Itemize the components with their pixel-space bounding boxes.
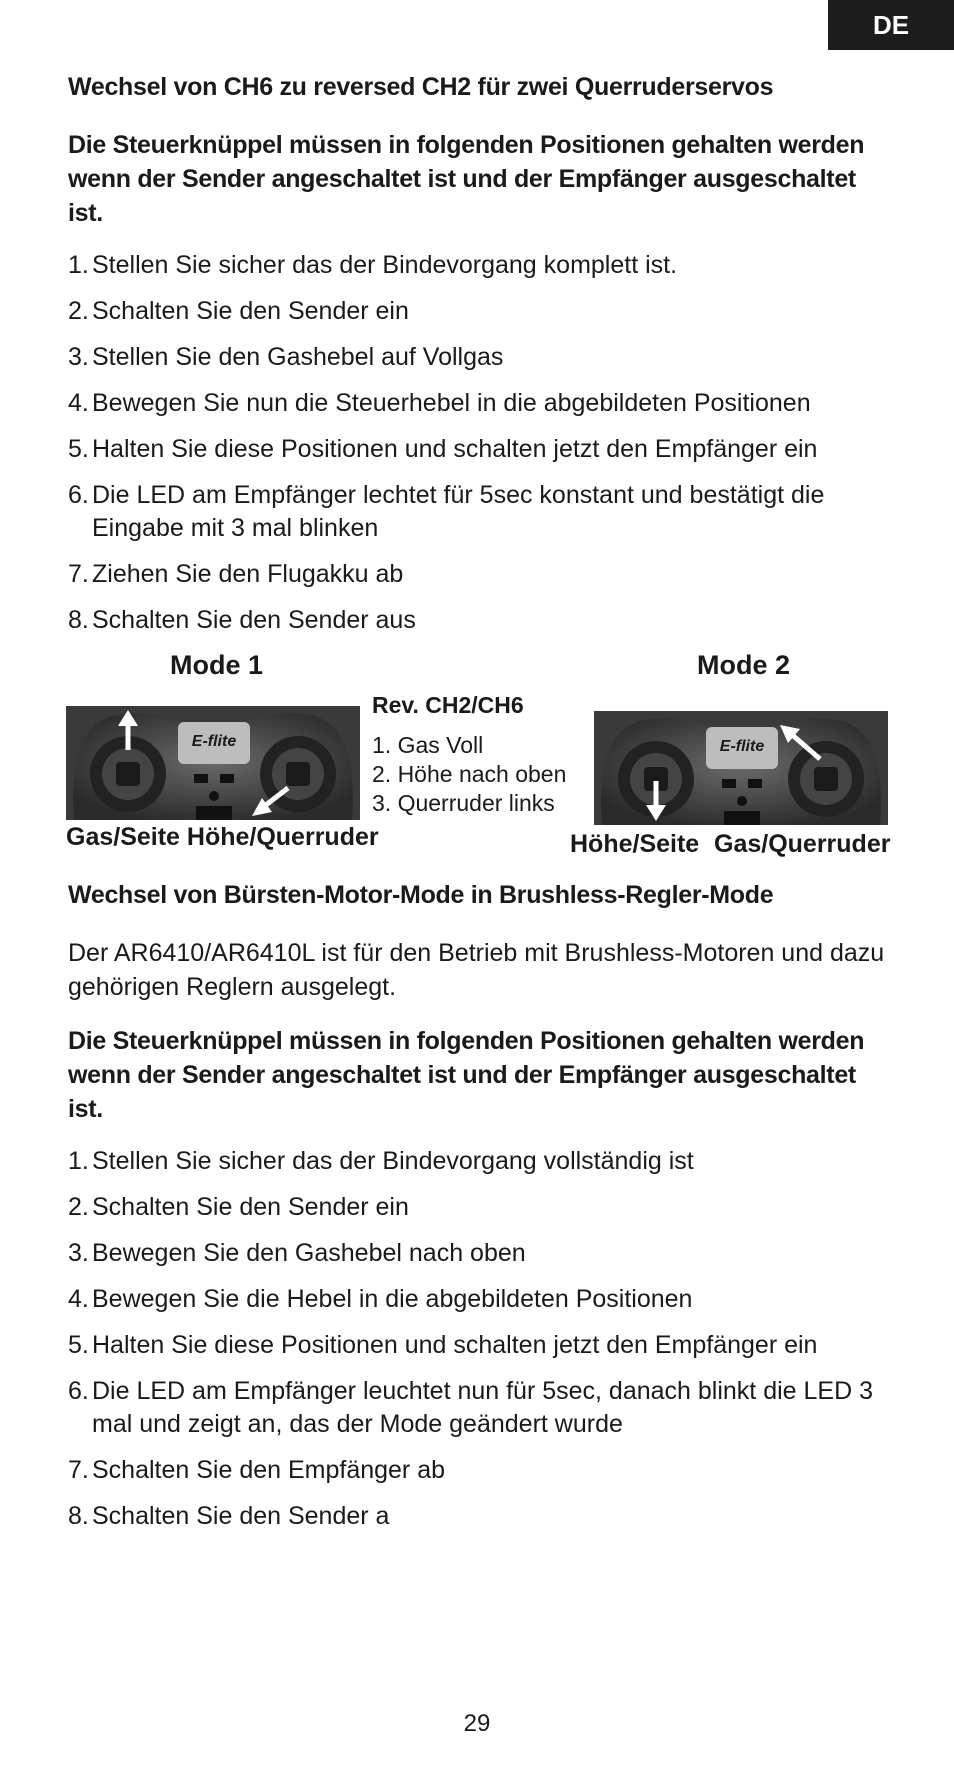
- list-item: 2. Schalten Sie den Sender ein: [68, 1193, 409, 1221]
- list-item: 3. Stellen Sie den Gashebel auf Vollgas: [68, 343, 504, 371]
- section-2-intro: Der AR6410/AR6410L ist für den Betrieb mit Brushless-Motoren und dazu gehörigen Reglern ausgelegt.: [68, 939, 885, 1001]
- language-tab: DE: [828, 0, 954, 50]
- section-2-instruction: Die Steuerknüppel müssen in folgenden Positionen gehalten werden wenn der Sender angeschaltet ist und der Empfänger ausgeschaltet ist.: [68, 1027, 865, 1123]
- mode-1-caption: Gas/Seite Höhe/Querruder: [66, 823, 379, 851]
- brand-logo: E-flite: [191, 733, 237, 750]
- section-2-steps: [68, 1145, 888, 1546]
- list-item: 4. Bewegen Sie die Hebel in die abgebildeten Positionen: [68, 1285, 693, 1313]
- list-item: 8. Schalten Sie den Sender a: [68, 1502, 390, 1530]
- list-item: 3. Querruder links: [372, 790, 555, 816]
- transmitter-mode-2-image: [594, 711, 888, 825]
- list-item: 5. Halten Sie diese Positionen und schalten jetzt den Empfänger ein: [68, 435, 818, 463]
- section-1-instruction: Die Steuerknüppel müssen in folgenden Positionen gehalten werden wenn der Sender angeschaltet ist und der Empfänger ausgeschaltet ist.: [68, 131, 865, 227]
- list-item: 3. Bewegen Sie den Gashebel nach oben: [68, 1239, 526, 1267]
- list-item: 7. Ziehen Sie den Flugakku ab: [68, 560, 404, 588]
- list-item: 1. Stellen Sie sicher das der Bindevorgang komplett ist.: [68, 251, 678, 279]
- section-2-instruction-block: [68, 1024, 888, 1126]
- list-item: 2. Schalten Sie den Sender ein: [68, 297, 409, 325]
- transmitter-mode-1-image: [66, 706, 360, 820]
- list-item: 2. Höhe nach oben: [372, 761, 567, 787]
- rev-ch2-ch6-title: Rev. CH2/CH6: [372, 692, 524, 718]
- mode-2-caption-left: Höhe/Seite: [570, 830, 700, 858]
- list-item: 8. Schalten Sie den Sender aus: [68, 606, 416, 634]
- section-2-heading: Wechsel von Bürsten-Motor-Mode in Brushless-Regler-Mode: [68, 881, 774, 909]
- list-item: 6. Die LED am Empfänger lechtet für 5sec konstant und bestätigt die Eingabe mit 3 mal blinken: [68, 481, 825, 542]
- list-item: 1. Stellen Sie sicher das der Bindevorgang vollständig ist: [68, 1147, 694, 1175]
- list-item: 4. Bewegen Sie nun die Steuerhebel in die abgebildeten Positionen: [68, 389, 811, 417]
- brand-logo: E-flite: [719, 738, 765, 755]
- mode-2-caption-right: Gas/Querruder: [714, 830, 891, 858]
- section-1-heading-block: [68, 70, 888, 104]
- section-1-instruction-block: [68, 128, 888, 230]
- list-item: 1. Gas Voll: [372, 732, 484, 758]
- section-2-intro-block: [68, 936, 888, 1004]
- list-item: 5. Halten Sie diese Positionen und schalten jetzt den Empfänger ein: [68, 1331, 818, 1359]
- rev-ch2-ch6-list: [372, 731, 566, 818]
- mode-2-label: Mode 2: [697, 650, 791, 680]
- section-1-heading: Wechsel von CH6 zu reversed CH2 für zwei Querruderservos: [68, 73, 774, 101]
- section-1-steps: [68, 249, 888, 650]
- section-2-heading-block: [68, 878, 888, 912]
- list-item: 6. Die LED am Empfänger leuchtet nun für 5sec, danach blinkt die LED 3 mal und zeigt an, das der Mode geändert wurde: [68, 1377, 873, 1438]
- list-item: 7. Schalten Sie den Empfänger ab: [68, 1456, 446, 1484]
- mode-1-label: Mode 1: [170, 650, 264, 680]
- page-number: 29: [463, 1710, 491, 1737]
